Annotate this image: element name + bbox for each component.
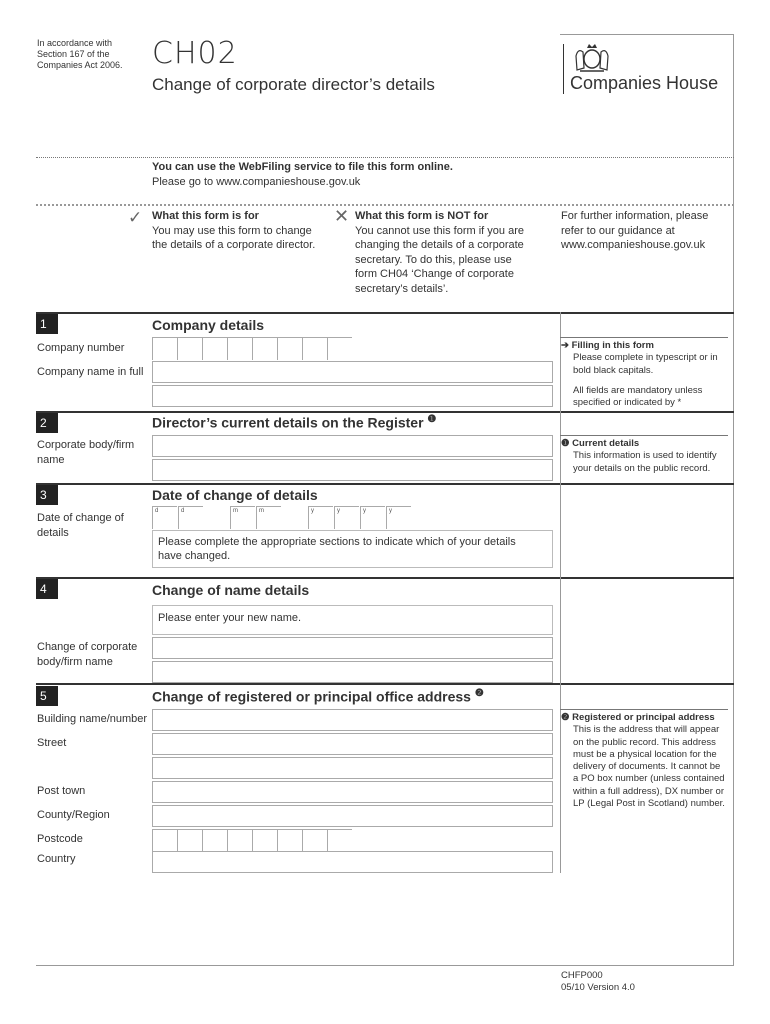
date-of-change-input[interactable]: [152, 506, 412, 528]
section-3-number: 3: [36, 485, 58, 505]
post-town-label: Post town: [37, 785, 86, 797]
street-input[interactable]: [152, 733, 553, 755]
intro-not-for-line: changing the details of a corporate: [355, 239, 524, 251]
corporate-body-name-input-line-2[interactable]: [152, 459, 553, 481]
county-label: County/Region: [37, 809, 110, 821]
side-note-title: Registered or principal address: [572, 712, 715, 723]
company-name-input[interactable]: [152, 361, 553, 383]
date-cell-month: [230, 506, 255, 529]
note-1-marker: ❶: [427, 414, 437, 425]
intro-for-line: the details of a corporate director.: [152, 239, 316, 251]
legal-note-line: In accordance with: [37, 38, 113, 48]
date-hint: m: [259, 508, 264, 514]
section-5-rule: [36, 683, 734, 685]
digit-cell: [302, 337, 327, 360]
street-input-line-2[interactable]: [152, 757, 553, 779]
intro-further-line: For further information, please: [561, 210, 709, 222]
royal-crest-icon: [572, 42, 612, 74]
page-border-right: [733, 34, 734, 966]
post-town-input[interactable]: [152, 781, 553, 803]
page-border-bottom: [36, 965, 734, 966]
postcode-cell: [277, 829, 302, 852]
digit-cell: [152, 337, 177, 360]
side-note-filling: [561, 340, 729, 409]
side-note-line: This is the address that will appear: [573, 724, 720, 736]
footer-version: 05/10 Version 4.0: [561, 982, 635, 993]
digit-cell: [327, 337, 352, 360]
intro-not-for: [355, 209, 524, 296]
logo-text: Companies House: [570, 73, 719, 93]
legal-note-line: Companies Act 2006.: [37, 60, 123, 70]
side-note-line: within a full address), DX number or: [573, 785, 725, 797]
company-number-label: Company number: [37, 342, 125, 354]
corporate-body-label-line: name: [37, 453, 65, 466]
side-note-line: specified or indicated by *: [573, 397, 682, 409]
date-hint: y: [363, 508, 366, 514]
postcode-cell: [202, 829, 227, 852]
note-2-marker: ❷: [474, 688, 484, 699]
date-hint: m: [233, 508, 238, 514]
county-input[interactable]: [152, 805, 553, 827]
arrow-right-icon: ➔: [561, 340, 572, 351]
date-hint: y: [337, 508, 340, 514]
section-4-title: Change of name details: [152, 582, 310, 598]
footer-code: CHFP000: [561, 970, 603, 981]
date-cell-day: [152, 506, 177, 529]
date-hint: y: [389, 508, 392, 514]
section-1-rule: [36, 312, 734, 314]
street-label: Street: [37, 737, 67, 749]
date-label-line: details: [37, 526, 69, 539]
date-cell-year: [308, 506, 333, 529]
section-1-number: 1: [36, 314, 58, 334]
note-2-marker: ❷: [561, 712, 570, 723]
intro-not-for-line: form CH04 ‘Change of corporate: [355, 268, 514, 280]
note-1-marker: ❶: [561, 438, 570, 449]
side-column-divider: [560, 577, 561, 683]
new-name-label-line: body/firm name: [37, 655, 113, 668]
form-title: Change of corporate director’s details: [152, 75, 435, 94]
date-hint: d: [181, 508, 185, 514]
date-cell-year: [334, 506, 359, 529]
date-cell-year: [386, 506, 411, 529]
section-5-title-text: Change of registered or principal office address: [152, 688, 471, 705]
digit-cell: [252, 337, 277, 360]
date-label-line: Date of change of: [37, 512, 124, 524]
date-cell-year: [360, 506, 385, 529]
webfiling-line: You can use the WebFiling service to file this form online.: [152, 161, 453, 173]
legal-note: [37, 38, 123, 71]
new-name-input-line-2[interactable]: [152, 661, 553, 683]
company-name-input-line-2[interactable]: [152, 385, 553, 407]
intro-further-info: [561, 209, 708, 253]
date-of-change-label: [37, 511, 124, 540]
check-icon: ✓: [128, 208, 143, 227]
section-2-title-text: Director’s current details on the Register: [152, 414, 424, 431]
side-note-title: Current details: [572, 438, 640, 449]
section-4-instruction-box: [152, 605, 553, 635]
country-label: Country: [37, 853, 76, 865]
header-divider: [36, 157, 734, 158]
side-note-line: All fields are mandatory unless: [573, 384, 703, 396]
side-note-line: Please complete in typescript or in: [573, 352, 718, 364]
side-note-rule: [560, 709, 728, 710]
digit-cell: [227, 337, 252, 360]
side-note-rule: [560, 435, 728, 436]
intro-for-line: You may use this form to change: [152, 224, 312, 237]
building-input[interactable]: [152, 709, 553, 731]
section-5-number: 5: [36, 686, 58, 706]
intro-divider: [36, 204, 734, 206]
section-2-rule: [36, 411, 734, 413]
postcode-cell: [252, 829, 277, 852]
footer: [561, 970, 635, 994]
side-note-line: a PO box number (unless contained: [573, 773, 725, 785]
postcode-input[interactable]: [152, 829, 352, 851]
section-4-rule: [36, 577, 734, 579]
digit-cell: [202, 337, 227, 360]
postcode-cell: [152, 829, 177, 852]
side-note-title: [561, 340, 729, 352]
logo-divider: [563, 44, 564, 94]
postcode-cell: [302, 829, 327, 852]
page-border-top: [560, 34, 734, 35]
digit-cell: [277, 337, 302, 360]
legal-note-line: Section 167 of the: [37, 49, 110, 59]
intro-for: [152, 209, 315, 253]
intro-not-for-line: secretary. To do this, please use: [355, 253, 512, 266]
side-note-line: delivery of documents. It cannot be: [573, 761, 721, 773]
cross-icon: ✕: [334, 206, 350, 226]
date-cell-month: [256, 506, 281, 529]
side-note-line: This information is used to identify: [573, 450, 717, 462]
date-hint: y: [311, 508, 314, 514]
form-code: CH02: [152, 36, 238, 71]
corporate-body-name-input[interactable]: [152, 435, 553, 457]
webfiling-url: Please go to www.companieshouse.gov.uk: [152, 176, 361, 188]
section-2-title: [152, 414, 436, 431]
side-note-title-text: Filling in this form: [571, 340, 654, 351]
intro-further-line: refer to our guidance at: [561, 224, 675, 237]
intro-for-title: What this form is for: [152, 210, 259, 222]
new-name-input[interactable]: [152, 637, 553, 659]
corporate-body-label: [37, 438, 134, 467]
intro-not-for-title: What this form is NOT for: [355, 210, 489, 222]
section-4-instruction: Please enter your new name.: [158, 612, 302, 624]
section-3-instruction-line: Please complete the appropriate sections to indicate which of your details: [158, 536, 516, 548]
section-3-instruction-line: have changed.: [158, 550, 231, 562]
postcode-cell: [177, 829, 202, 852]
postcode-cell: [227, 829, 252, 852]
postcode-label: Postcode: [37, 833, 83, 845]
date-cell-day: [178, 506, 203, 529]
new-name-label: [37, 640, 137, 669]
intro-not-for-line: You cannot use this form if you are: [355, 224, 524, 237]
side-note-registered-address: [561, 712, 729, 810]
side-note-current-details: [561, 438, 729, 475]
company-number-input[interactable]: [152, 337, 352, 359]
country-input[interactable]: [152, 851, 553, 873]
section-5-title: [152, 688, 484, 705]
intro-not-for-line: secretary’s details’.: [355, 282, 449, 295]
side-note-rule: [560, 337, 728, 338]
postcode-cell: [327, 829, 352, 852]
side-note-line: LP (Legal Post in Scotland) number.: [573, 798, 725, 810]
side-column-divider: [560, 483, 561, 577]
building-label: Building name/number: [37, 713, 148, 725]
intro-further-line: www.companieshouse.gov.uk: [561, 239, 706, 251]
section-4-number: 4: [36, 579, 58, 599]
side-note-line: on the public record. This address: [573, 736, 716, 748]
company-name-label: Company name in full: [37, 366, 144, 378]
date-hint: d: [155, 508, 159, 514]
digit-cell: [177, 337, 202, 360]
section-3-rule: [36, 483, 734, 485]
section-3-instruction-box: [152, 530, 553, 568]
side-note-line: bold black capitals.: [573, 364, 654, 376]
side-note-line: your details on the public record.: [573, 462, 711, 474]
side-note-line: must be a physical location for the: [573, 748, 717, 760]
section-2-number: 2: [36, 413, 58, 433]
section-1-title: Company details: [152, 317, 265, 333]
new-name-label-line: Change of corporate: [37, 641, 138, 653]
section-3-title: Date of change of details: [152, 487, 318, 503]
corporate-body-label-line: Corporate body/firm: [37, 439, 135, 451]
